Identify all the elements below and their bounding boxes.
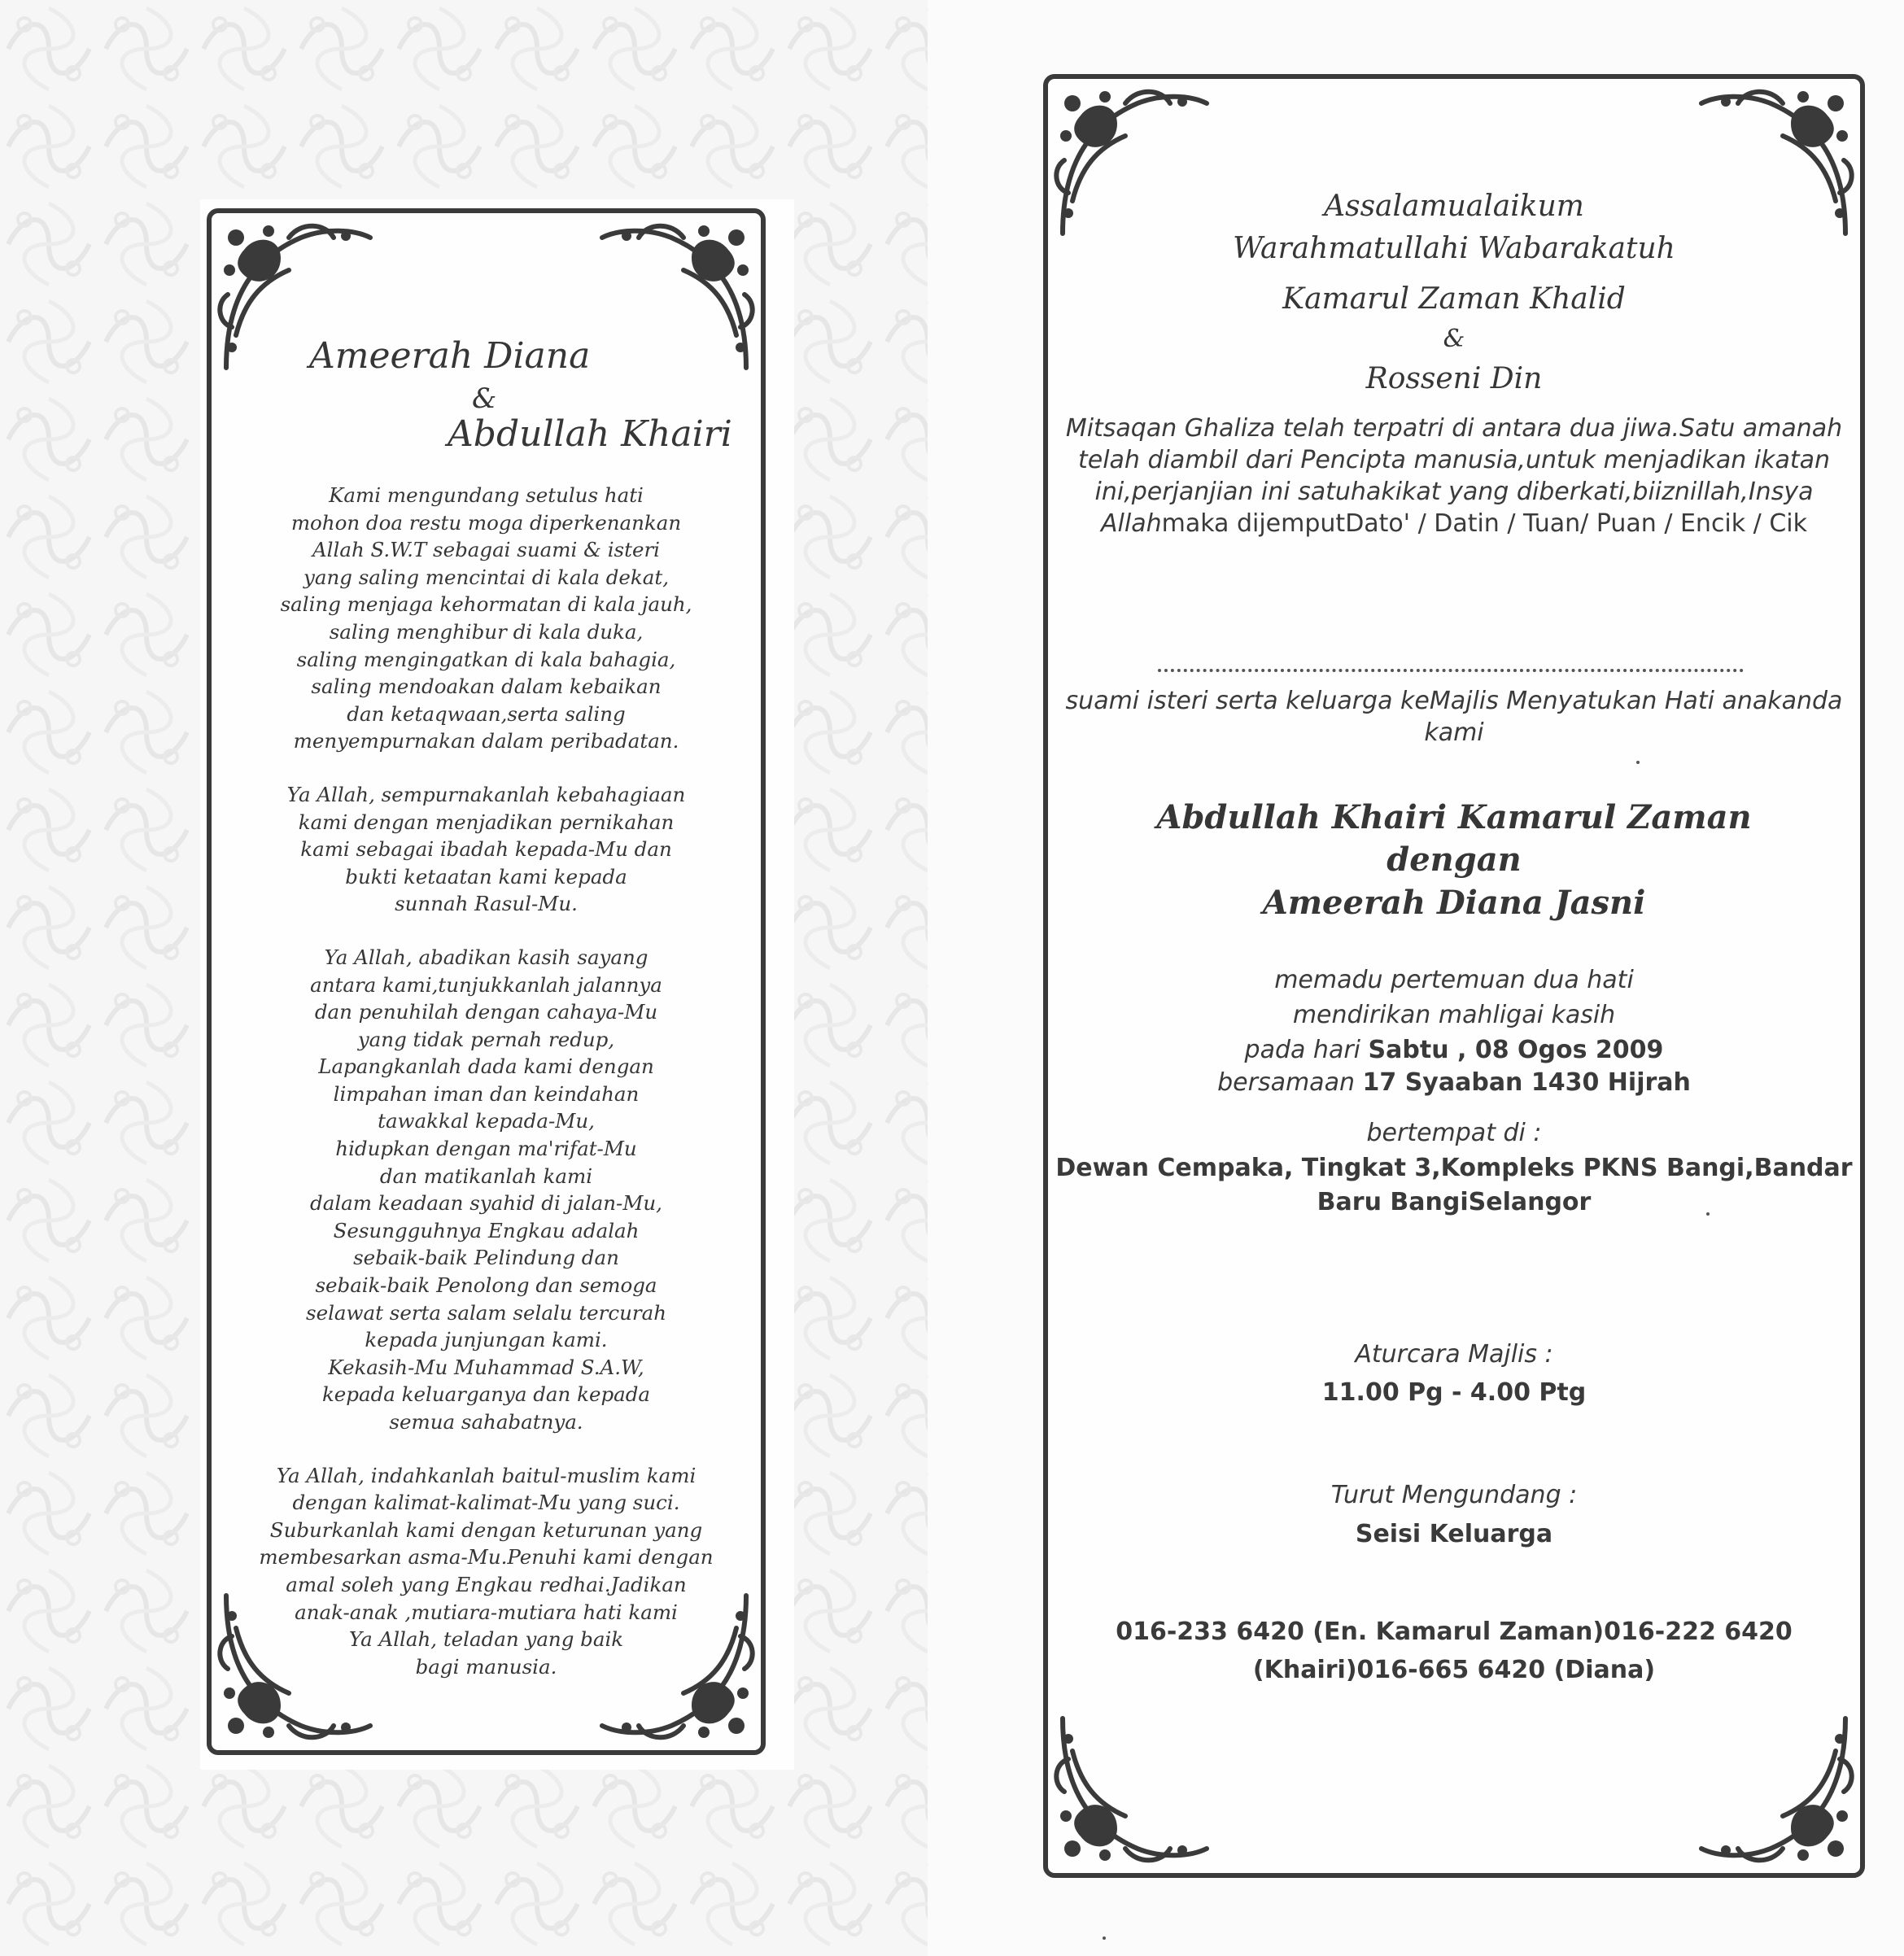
prayer-line: antara kami,tunjukkanlah jalannya (310, 972, 662, 997)
prayer-line: kami dengan menjadikan pernikahan (298, 810, 675, 834)
greeting-line-1: Assalamualaikum (1324, 190, 1584, 223)
prayer-line: menyempurnakan dalam peribadatan. (293, 729, 679, 753)
prayer-line: sebaik-baik Pelindung dan (353, 1246, 619, 1270)
hijri-date-line (1048, 1066, 1860, 1100)
prayer-line: tawakkal kepada-Mu, (378, 1109, 595, 1133)
prayer-line: saling menjaga kehormatan di kala jauh, (280, 592, 692, 617)
prayer-line: Allah S.W.T sebagai suami & isteri (312, 538, 661, 562)
hijri-prefix: bersamaan (1217, 1068, 1363, 1097)
hijri-date: 17 Syaaban 1430 Hijrah (1362, 1068, 1691, 1097)
prayer-paragraph (220, 482, 753, 755)
prayer-line: kepada keluarganya dan kepada (321, 1382, 651, 1407)
phone-line: 016-665 6420 (Diana) (1356, 1656, 1656, 1684)
invitation-purpose (1048, 685, 1860, 749)
prayer-line: kepada junjungan kami. (365, 1328, 608, 1352)
father-name: Kamarul Zaman Khalid (1282, 282, 1626, 316)
scan-speck (1636, 761, 1640, 764)
intro-line: untuk menjadikan ikatan ini,perjanjian ini satu (1094, 446, 1831, 506)
prayer-line: limpahan iman dan keindahan (333, 1081, 640, 1106)
prayer-line: Lapangkanlah dada kami dengan (318, 1054, 654, 1079)
prayer-line: Ya Allah, sempurnakanlah kebahagiaan (286, 782, 686, 806)
prayer-line: dengan kalimat-kalimat-Mu yang suci. (292, 1491, 680, 1515)
prayer-paragraph (220, 944, 753, 1436)
corner-flourish-icon (1048, 1702, 1219, 1873)
invitation-card (1043, 74, 1865, 1878)
prayer-line: saling mengingatkan di kala bahagia, (296, 647, 676, 671)
prayer-line: kami sebagai ibadah kepada-Mu dan (300, 837, 672, 862)
venue-line: Bandar Baru Bangi (1317, 1154, 1853, 1216)
invitation-intro (1048, 413, 1860, 539)
venue-label: bertempat di : (1366, 1119, 1542, 1147)
prayer-line: dalam keadaan syahid di jalan-Mu, (310, 1191, 662, 1216)
prayer-line: mohon doa restu moga diperkenankan (290, 510, 682, 535)
prayer-paragraph (220, 781, 753, 918)
prayer-line: bukti ketaatan kami kepada (345, 864, 627, 888)
prayer-line: dan matikanlah kami (379, 1164, 593, 1188)
parents-ampersand: & (1443, 325, 1465, 353)
prayer-line: Kami mengundang setulus hati (329, 483, 644, 507)
prayer-paragraph (220, 1462, 753, 1681)
intro-line: maka dijemput (1161, 509, 1346, 538)
prayer-line: yang tidak pernah redup, (357, 1027, 615, 1051)
groom-full-name: Abdullah Khairi Kamarul Zaman (1156, 798, 1752, 836)
prayer-line: saling menghibur di kala duka, (329, 619, 644, 644)
prayer-line: bagi manusia. (415, 1654, 557, 1679)
prayer-line: sebaik-baik Penolong dan semoga (315, 1273, 657, 1298)
invite-line: Majlis Menyatukan Hati anakanda kami (1424, 687, 1843, 747)
prayer-card (207, 208, 766, 1755)
prayer-line: dan ketaqwaan,serta saling (347, 701, 626, 726)
groom-name-heading: Abdullah Khairi (448, 413, 732, 455)
bride-full-name: Ameerah Diana Jasni (1262, 884, 1646, 922)
corner-flourish-icon (1689, 1702, 1860, 1873)
prayer-line: sunnah Rasul-Mu. (395, 892, 578, 916)
meeting-line-1: memadu pertemuan dua hati (1274, 966, 1634, 994)
cohost-label: Turut Mengundang : (1330, 1481, 1578, 1509)
event-date: Sabtu , 08 Ogos 2009 (1368, 1036, 1664, 1064)
day-prefix: pada hari (1244, 1036, 1369, 1064)
prayer-line: Sesungguhnya Engkau adalah (333, 1218, 640, 1242)
intro-line: Mitsaqan Ghaliza telah terpatri di antara dua jiwa. (1065, 414, 1680, 443)
corner-flourish-icon (590, 213, 761, 384)
prayer-line: Ya Allah, teladan yang baik (348, 1627, 624, 1652)
venue-address (1048, 1151, 1860, 1220)
event-date-line (1048, 1033, 1860, 1068)
prayer-line: Kekasih-Mu Muhammad S.A.W, (328, 1355, 644, 1379)
phone-line: 016-233 6420 (En. Kamarul Zaman) (1116, 1618, 1605, 1646)
prayer-line: Ya Allah, abadikan kasih sayang (324, 945, 648, 969)
phone-line: 016-222 6420 (Khairi) (1252, 1618, 1793, 1684)
cohost-name: Seisi Keluarga (1355, 1520, 1553, 1548)
prayer-line: semua sahabatnya. (389, 1410, 583, 1434)
scan-speck (1706, 1212, 1710, 1216)
prayer-line: dan penuhilah dengan cahaya-Mu (314, 1000, 658, 1024)
scan-speck (1103, 1936, 1106, 1940)
ampersand: & (472, 382, 497, 415)
venue-line: Selangor (1468, 1188, 1592, 1216)
prayer-line: membesarkan asma-Mu.Penuhi kami dengan (259, 1545, 714, 1570)
bride-name-heading: Ameerah Diana (309, 335, 591, 377)
schedule-time: 11.00 Pg - 4.00 Ptg (1321, 1378, 1587, 1407)
venue-line: Dewan Cempaka, Tingkat 3, (1055, 1154, 1441, 1182)
schedule-label: Aturcara Majlis : (1355, 1340, 1553, 1369)
intro-line: Dato' / Datin / Tuan/ Puan / Encik / Cik (1345, 509, 1807, 538)
dengan-connector: dengan (1387, 840, 1522, 879)
prayer-line: hidupkan dengan ma'rifat-Mu (335, 1137, 637, 1161)
prayer-line: yang saling mencintai di kala dekat, (304, 565, 669, 589)
intro-line: Satu amanah telah diambil dari Pencipta manusia, (1077, 414, 1843, 474)
prayer-line: selawat serta salam selalu tercurah (306, 1300, 666, 1325)
prayer-line: Ya Allah, indahkanlah baitul-muslim kami (276, 1463, 697, 1487)
guest-name-blank-line (1158, 669, 1744, 672)
invite-line: suami isteri serta keluarga ke (1065, 687, 1430, 715)
prayer-line: amal soleh yang Engkau redhai.Jadikan (286, 1572, 687, 1596)
intro-line: hakikat yang diberkati,biiznillah,Insya Allah (1101, 478, 1814, 538)
venue-line: Kompleks PKNS Bangi, (1440, 1154, 1754, 1182)
prayer-line: anak-anak ,mutiara-mutiara hati kami (295, 1600, 678, 1624)
greeting-line-2: Warahmatullahi Wabarakatuh (1233, 232, 1675, 265)
prayer-line: saling mendoakan dalam kebaikan (311, 675, 662, 699)
mother-name: Rosseni Din (1365, 362, 1543, 395)
contact-phones (1048, 1613, 1860, 1689)
meeting-line-2: mendirikan mahligai kasih (1292, 1001, 1616, 1029)
prayer-line: Suburkanlah kami dengan keturunan yang (269, 1517, 703, 1542)
prayer-text (220, 482, 753, 1706)
